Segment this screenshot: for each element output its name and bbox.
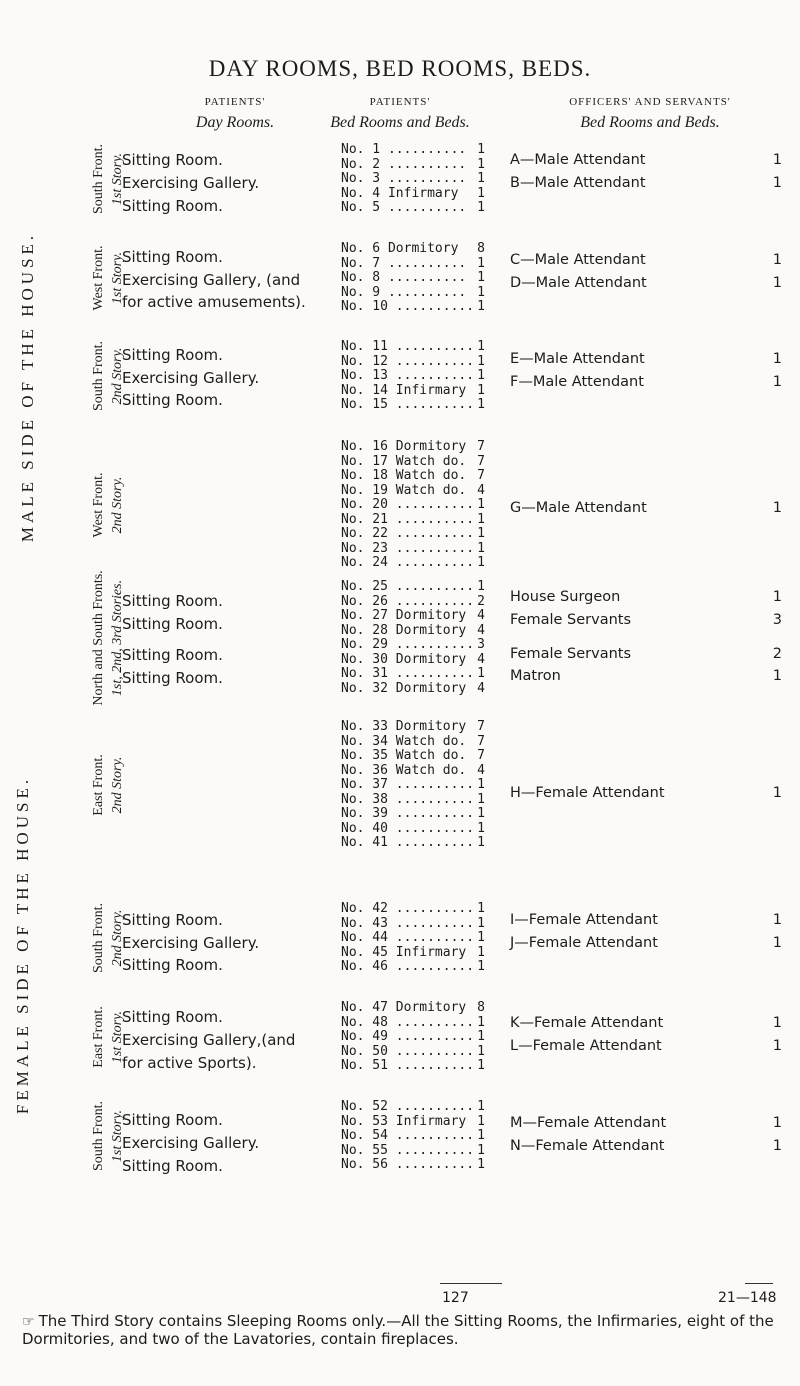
bed-room-row — [341, 638, 501, 653]
bed-room-row — [341, 595, 501, 610]
bed-rooms-list — [341, 580, 501, 696]
bed-room-row — [341, 1144, 501, 1159]
bed-room-label: No. 30 Dormitory — [341, 651, 467, 667]
officer-row — [510, 912, 782, 928]
bed-count: 1 — [477, 200, 485, 215]
bed-room-row — [341, 807, 501, 822]
front-label: North and South Fronts. — [91, 570, 106, 706]
bed-count: 1 — [477, 555, 485, 570]
bed-room-row — [341, 286, 501, 301]
bed-count: 4 — [477, 680, 485, 696]
bed-count: 1 — [477, 382, 485, 398]
bed-count: 1 — [477, 284, 485, 300]
bed-count: 1 — [477, 777, 485, 792]
bed-count: 1 — [477, 156, 485, 172]
bed-count: 1 — [477, 1099, 485, 1114]
bed-room-row — [341, 187, 501, 202]
officer-bed-count: 1 — [772, 1015, 782, 1031]
bed-room-label: No. 39 .......... — [341, 806, 475, 821]
story-label: 1st, 2nd, 3rd Stories. — [110, 579, 125, 697]
female-side-label: FEMALE SIDE OF THE HOUSE. — [13, 775, 32, 1115]
bed-room-row — [341, 542, 501, 557]
bed-room-row — [341, 201, 501, 216]
bed-room-row — [341, 355, 501, 370]
bed-room-label: No. 3 .......... — [341, 171, 467, 186]
bed-room-label: No. 17 Watch do. — [341, 453, 467, 469]
front-label: East Front. — [91, 754, 106, 816]
bed-room-label: No. 18 Watch do. — [341, 468, 467, 483]
bed-room-label: No. 49 .......... — [341, 1029, 475, 1044]
bed-room-label: No. 40 .......... — [341, 820, 475, 836]
day-rooms-header — [160, 96, 310, 132]
day-room-item: Sitting Room. — [122, 956, 223, 974]
bed-rooms-list — [341, 720, 501, 851]
col3-subtitle: Bed Rooms and Beds. — [580, 114, 720, 131]
bed-room-label: No. 11 .......... — [341, 339, 475, 354]
officers-total: 21—148 — [718, 1290, 777, 1306]
bed-count: 3 — [477, 637, 485, 652]
officer-label: M—Female Attendant — [510, 1115, 667, 1131]
day-room-item: Exercising Gallery. — [122, 369, 260, 387]
bed-room-label: No. 54 .......... — [341, 1128, 475, 1143]
bed-room-row — [341, 271, 501, 286]
bed-room-label: No. 8 .......... — [341, 270, 467, 285]
bed-rooms-list — [341, 242, 501, 315]
bed-room-row — [341, 793, 501, 808]
front-label: South Front. — [91, 903, 106, 974]
bed-room-row — [341, 778, 501, 793]
bed-room-label: No. 56 .......... — [341, 1157, 475, 1172]
officer-label: B—Male Attendant — [510, 175, 646, 191]
officer-label: C—Male Attendant — [510, 252, 646, 268]
bed-count: 1 — [477, 944, 485, 960]
bed-count: 7 — [477, 719, 485, 734]
bed-room-label: No. 1 .......... — [341, 142, 467, 157]
col3-caption: OFFICERS' AND SERVANTS' — [569, 96, 731, 108]
bed-room-label: No. 41 .......... — [341, 835, 475, 850]
officer-row — [510, 500, 782, 516]
bed-count: 1 — [477, 1157, 485, 1172]
story-label: 1st Story. — [110, 1011, 125, 1064]
bed-room-label: No. 23 .......... — [341, 540, 475, 556]
bed-count: 1 — [477, 820, 485, 836]
bed-room-row — [341, 143, 501, 158]
bed-room-label: No. 15 .......... — [341, 397, 475, 412]
bed-room-row — [341, 917, 501, 932]
bed-room-label: No. 44 .......... — [341, 930, 475, 945]
footnote — [22, 1313, 782, 1348]
bed-count: 1 — [477, 142, 485, 157]
front-label: West Front. — [91, 472, 106, 538]
bed-room-row — [341, 749, 501, 764]
bed-room-label: No. 37 .......... — [341, 777, 475, 792]
bed-room-label: No. 43 .......... — [341, 915, 475, 931]
bed-room-label: No. 36 Watch do. — [341, 762, 467, 778]
bed-count: 8 — [477, 241, 485, 256]
story-label: 2nd Story. — [110, 347, 125, 405]
col1-caption: PATIENTS' — [204, 96, 266, 108]
bed-room-label: No. 51 .......... — [341, 1058, 475, 1073]
officer-row — [510, 252, 782, 268]
bed-room-row — [341, 946, 501, 961]
bed-room-label: No. 27 Dormitory — [341, 608, 467, 623]
bed-room-label: No. 16 Dormitory — [341, 439, 467, 454]
bed-room-label: No. 10 .......... — [341, 299, 475, 314]
bed-count: 1 — [477, 185, 485, 201]
bed-count: 1 — [477, 526, 485, 541]
day-room-item: Exercising Gallery,(and — [122, 1031, 296, 1049]
officer-row — [510, 351, 782, 367]
bed-room-row — [341, 653, 501, 668]
bed-room-row — [341, 720, 501, 735]
officer-bed-count: 1 — [772, 912, 782, 928]
officer-label: Female Servants — [510, 612, 632, 628]
day-room-item: Exercising Gallery. — [122, 174, 260, 192]
bed-room-row — [341, 764, 501, 779]
day-room-item: Sitting Room. — [122, 646, 223, 664]
bed-room-row — [341, 667, 501, 682]
bed-room-row — [341, 609, 501, 624]
officer-bed-count: 1 — [772, 351, 782, 367]
officer-row — [510, 1115, 782, 1131]
day-room-item: Sitting Room. — [122, 391, 223, 409]
bed-room-label: No. 35 Watch do. — [341, 748, 467, 763]
bed-count: 1 — [477, 339, 485, 354]
bed-room-label: No. 4 Infirmary — [341, 185, 459, 201]
front-label: South Front. — [91, 341, 106, 412]
patients-total: 127 — [442, 1290, 469, 1306]
officer-row — [510, 589, 782, 605]
bed-count: 1 — [477, 270, 485, 285]
day-room-item: Sitting Room. — [122, 615, 223, 633]
bed-count: 2 — [477, 593, 485, 609]
footnote-text: The Third Story contains Sleeping Rooms only.—All the Sitting Rooms, the Infirmaries, eight of the Dormitories, and two of the Lavatories, contain fireplaces. — [22, 1312, 774, 1348]
bed-room-row — [341, 624, 501, 639]
story-label: 1st Story. — [110, 153, 125, 206]
officer-row — [510, 612, 782, 628]
bed-count: 1 — [477, 806, 485, 821]
officer-row — [510, 668, 782, 684]
bed-room-label: No. 5 .......... — [341, 200, 467, 215]
male-side-label: MALE SIDE OF THE HOUSE. — [18, 231, 37, 543]
officer-bed-count: 1 — [772, 275, 782, 291]
bed-room-label: No. 46 .......... — [341, 959, 475, 974]
officer-row — [510, 646, 782, 662]
bed-count: 7 — [477, 733, 485, 749]
officer-row — [510, 175, 782, 191]
day-room-item: for active Sports). — [122, 1054, 257, 1072]
day-room-item: Sitting Room. — [122, 346, 223, 364]
bed-room-label: No. 32 Dormitory — [341, 680, 467, 696]
officer-label: D—Male Attendant — [510, 275, 647, 291]
bed-room-label: No. 25 .......... — [341, 579, 475, 594]
officer-row — [510, 152, 782, 168]
bed-room-label: No. 2 .......... — [341, 156, 467, 172]
bed-count: 4 — [477, 651, 485, 667]
bed-room-row — [341, 931, 501, 946]
story-label: 2nd Story. — [110, 476, 125, 534]
bed-count: 1 — [477, 1029, 485, 1044]
officer-bed-count: 2 — [772, 646, 782, 662]
bed-room-row — [341, 172, 501, 187]
bed-room-row — [341, 398, 501, 413]
col1-subtitle: Day Rooms. — [195, 114, 275, 131]
bed-rooms-header — [300, 96, 500, 132]
day-room-item: Exercising Gallery. — [122, 1134, 260, 1152]
bed-count: 8 — [477, 1000, 485, 1015]
bed-room-row — [341, 1059, 501, 1074]
officer-bed-count: 1 — [772, 935, 782, 951]
officer-label: Matron — [510, 668, 561, 684]
bed-count: 1 — [477, 835, 485, 850]
bed-room-row — [341, 1100, 501, 1115]
officer-label: House Surgeon — [510, 589, 621, 605]
bed-rooms-list — [341, 1001, 501, 1074]
bed-count: 1 — [477, 397, 485, 412]
bed-room-row — [341, 822, 501, 837]
officer-bed-count: 1 — [772, 500, 782, 516]
officer-label: N—Female Attendant — [510, 1138, 665, 1154]
officer-label: K—Female Attendant — [510, 1015, 664, 1031]
bed-room-row — [341, 455, 501, 470]
bed-room-row — [341, 300, 501, 315]
bed-room-label: No. 21 .......... — [341, 511, 475, 527]
front-label: West Front. — [91, 245, 106, 311]
bed-count: 1 — [477, 255, 485, 271]
bed-room-row — [341, 384, 501, 399]
bed-rooms-list — [341, 902, 501, 975]
bed-count: 7 — [477, 439, 485, 454]
officer-bed-count: 1 — [772, 1115, 782, 1131]
officer-row — [510, 785, 782, 801]
bed-room-label: No. 9 .......... — [341, 284, 467, 300]
bed-room-row — [341, 1030, 501, 1045]
day-room-item: Sitting Room. — [122, 248, 223, 266]
bed-room-row — [341, 1001, 501, 1016]
bed-room-label: No. 31 .......... — [341, 666, 475, 681]
bed-count: 1 — [477, 579, 485, 594]
bed-rooms-list — [341, 1100, 501, 1173]
officer-label: J—Female Attendant — [510, 935, 658, 951]
day-room-item: Exercising Gallery, (and — [122, 271, 301, 289]
pointing-hand-icon: ☞ — [22, 1314, 35, 1330]
officer-bed-count: 3 — [772, 612, 782, 628]
bed-room-row — [341, 340, 501, 355]
officer-label: A—Male Attendant — [510, 152, 646, 168]
bed-room-row — [341, 158, 501, 173]
bed-room-row — [341, 498, 501, 513]
officer-bed-count: 1 — [772, 252, 782, 268]
col2-subtitle: Bed Rooms and Beds. — [330, 114, 470, 131]
bed-count: 1 — [477, 930, 485, 945]
page-title: DAY ROOMS, BED ROOMS, BEDS. — [208, 56, 592, 81]
bed-count: 1 — [477, 1113, 485, 1129]
officer-bed-count: 1 — [772, 1038, 782, 1054]
officer-row — [510, 1038, 782, 1054]
bed-count: 1 — [477, 368, 485, 383]
bed-count: 1 — [477, 497, 485, 512]
officer-bed-count: 1 — [772, 668, 782, 684]
bed-room-label: No. 22 .......... — [341, 526, 475, 541]
bed-room-label: No. 42 .......... — [341, 901, 475, 916]
bed-room-row — [341, 257, 501, 272]
bed-room-row — [341, 682, 501, 697]
story-label: 1st Story. — [110, 252, 125, 305]
bed-room-label: No. 28 Dormitory — [341, 622, 467, 638]
officer-label: L—Female Attendant — [510, 1038, 662, 1054]
bed-room-row — [341, 513, 501, 528]
officer-bed-count: 1 — [772, 589, 782, 605]
day-room-item: Sitting Room. — [122, 197, 223, 215]
bed-rooms-list — [341, 340, 501, 413]
bed-room-row — [341, 902, 501, 917]
bed-count: 7 — [477, 748, 485, 763]
story-label: 2nd Story. — [110, 756, 125, 814]
officer-bed-count: 1 — [772, 175, 782, 191]
bed-room-row — [341, 1129, 501, 1144]
day-room-item: for active amusements). — [122, 293, 306, 311]
bed-count: 1 — [477, 299, 485, 314]
bed-room-label: No. 38 .......... — [341, 791, 475, 807]
bed-room-row — [341, 527, 501, 542]
bed-count: 1 — [477, 1043, 485, 1059]
bed-count: 4 — [477, 762, 485, 778]
bed-room-label: No. 12 .......... — [341, 353, 475, 369]
bed-count: 1 — [477, 540, 485, 556]
bed-room-label: No. 52 .......... — [341, 1099, 475, 1114]
story-label: 2nd Story. — [110, 909, 125, 967]
bed-room-row — [341, 242, 501, 257]
bed-count: 1 — [477, 1014, 485, 1030]
officer-bed-count: 1 — [772, 785, 782, 801]
bed-count: 1 — [477, 1128, 485, 1143]
bed-count: 1 — [477, 171, 485, 186]
bed-room-row — [341, 1115, 501, 1130]
patients-total-rule — [440, 1283, 502, 1284]
day-room-item: Sitting Room. — [122, 1157, 223, 1175]
bed-count: 1 — [477, 1058, 485, 1073]
bed-room-label: No. 53 Infirmary — [341, 1113, 467, 1129]
officer-label: Female Servants — [510, 646, 632, 662]
col2-caption: PATIENTS' — [369, 96, 431, 108]
bed-rooms-list — [341, 143, 501, 216]
bed-room-row — [341, 836, 501, 851]
bed-room-label: No. 34 Watch do. — [341, 733, 467, 749]
officer-label: F—Male Attendant — [510, 374, 644, 390]
day-room-item: Sitting Room. — [122, 1111, 223, 1129]
bed-count: 7 — [477, 453, 485, 469]
officer-bed-count: 1 — [772, 374, 782, 390]
day-room-item: Sitting Room. — [122, 151, 223, 169]
officer-label: H—Female Attendant — [510, 785, 665, 801]
bed-room-label: No. 14 Infirmary — [341, 382, 467, 398]
bed-count: 1 — [477, 901, 485, 916]
officer-row — [510, 1015, 782, 1031]
bed-count: 7 — [477, 468, 485, 483]
bed-room-row — [341, 440, 501, 455]
bed-room-label: No. 33 Dormitory — [341, 719, 467, 734]
bed-count: 1 — [477, 1142, 485, 1158]
bed-room-label: No. 45 Infirmary — [341, 944, 467, 960]
bed-room-row — [341, 1158, 501, 1173]
officer-label: E—Male Attendant — [510, 351, 645, 367]
bed-count: 1 — [477, 511, 485, 527]
bed-count: 4 — [477, 608, 485, 623]
bed-count: 1 — [477, 666, 485, 681]
bed-room-label: No. 26 .......... — [341, 593, 475, 609]
bed-room-row — [341, 484, 501, 499]
bed-room-row — [341, 580, 501, 595]
bed-room-row — [341, 1045, 501, 1060]
bed-room-row — [341, 735, 501, 750]
officer-row — [510, 1138, 782, 1154]
bed-room-label: No. 6 Dormitory — [341, 241, 459, 256]
officer-row — [510, 935, 782, 951]
bed-room-row — [341, 556, 501, 571]
bed-room-label: No. 7 .......... — [341, 255, 467, 271]
officers-header — [520, 96, 780, 132]
officer-label: G—Male Attendant — [510, 500, 647, 516]
bed-room-row — [341, 469, 501, 484]
bed-room-label: No. 47 Dormitory — [341, 1000, 467, 1015]
bed-room-label: No. 13 .......... — [341, 368, 475, 383]
bed-count: 1 — [477, 915, 485, 931]
day-room-item: Sitting Room. — [122, 592, 223, 610]
officer-row — [510, 275, 782, 291]
officer-label: I—Female Attendant — [510, 912, 658, 928]
bed-room-row — [341, 369, 501, 384]
bed-count: 4 — [477, 622, 485, 638]
officer-row — [510, 374, 782, 390]
bed-room-label: No. 24 .......... — [341, 555, 475, 570]
bed-room-label: No. 19 Watch do. — [341, 482, 467, 498]
bed-room-label: No. 50 .......... — [341, 1043, 475, 1059]
day-room-item: Sitting Room. — [122, 669, 223, 687]
bed-room-label: No. 29 .......... — [341, 637, 475, 652]
day-room-item: Sitting Room. — [122, 911, 223, 929]
bed-room-label: No. 48 .......... — [341, 1014, 475, 1030]
front-label: South Front. — [91, 144, 106, 215]
bed-count: 4 — [477, 482, 485, 498]
officer-bed-count: 1 — [772, 152, 782, 168]
bed-room-label: No. 55 .......... — [341, 1142, 475, 1158]
bed-room-row — [341, 960, 501, 975]
day-room-item: Exercising Gallery. — [122, 934, 260, 952]
bed-room-label: No. 20 .......... — [341, 497, 475, 512]
bed-rooms-list — [341, 440, 501, 571]
officers-total-rule — [745, 1283, 773, 1284]
front-label: South Front. — [91, 1101, 106, 1172]
officer-bed-count: 1 — [772, 1138, 782, 1154]
bed-count: 1 — [477, 353, 485, 369]
bed-room-row — [341, 1016, 501, 1031]
story-label: 1st Story. — [110, 1110, 125, 1163]
bed-count: 1 — [477, 959, 485, 974]
day-room-item: Sitting Room. — [122, 1008, 223, 1026]
bed-count: 1 — [477, 791, 485, 807]
front-label: East Front. — [91, 1006, 106, 1068]
